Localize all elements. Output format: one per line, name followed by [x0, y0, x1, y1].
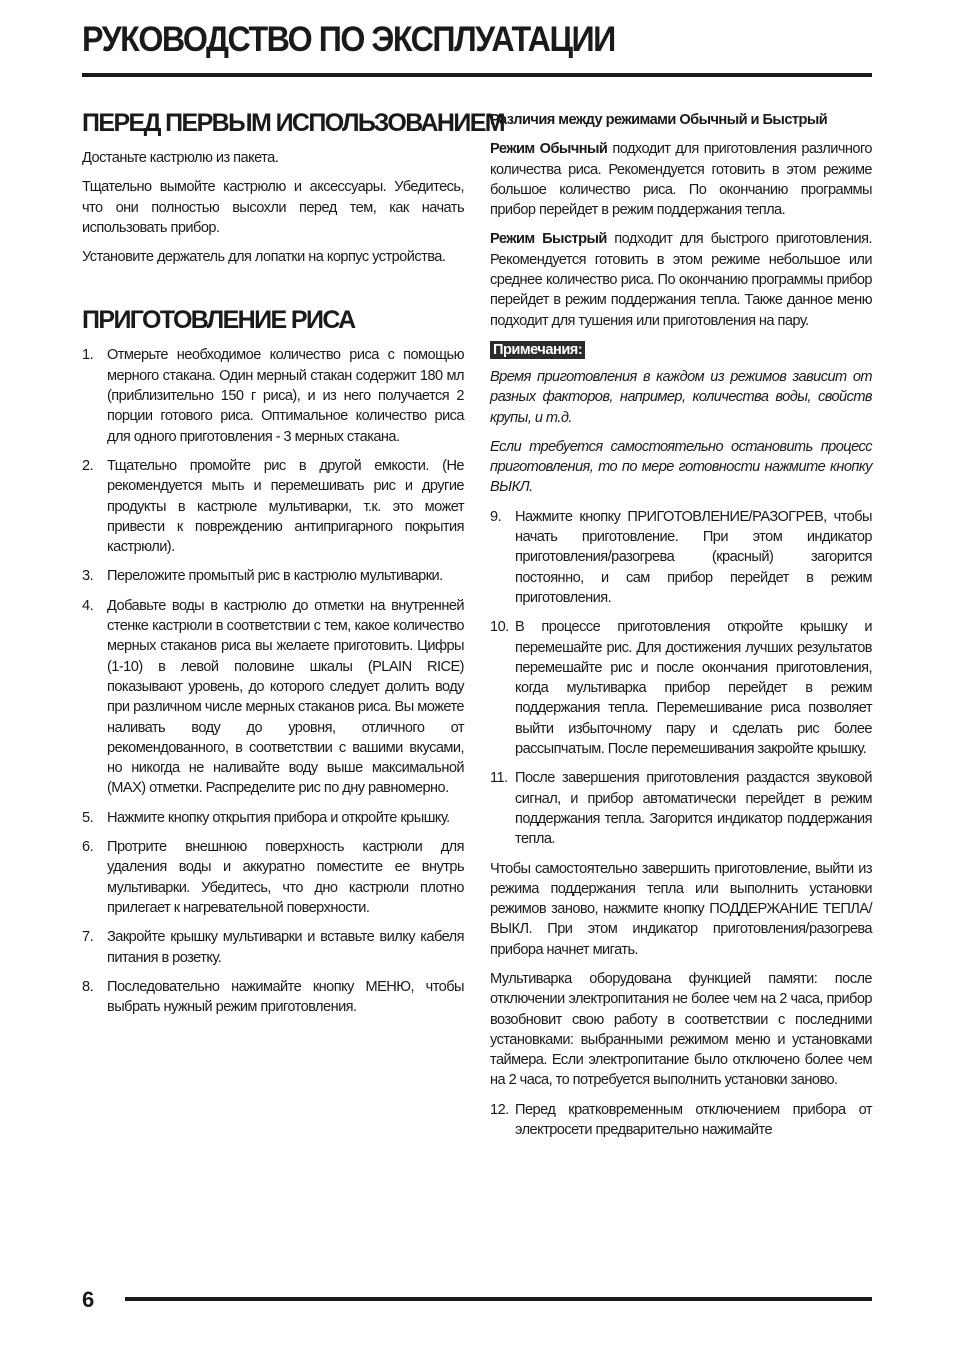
paragraph-mode-fast — [490, 229, 872, 330]
note: Если требуется самостоятельно остановить процесс приготовления, то по мере готовности нажмите кнопку ВЫКЛ. — [490, 438, 872, 496]
page-title: РУКОВОДСТВО ПО ЭКСПЛУАТАЦИИ — [82, 20, 615, 59]
step-number: 11. — [490, 770, 508, 787]
step-number: 1. — [82, 347, 94, 364]
step-number: 4. — [82, 597, 94, 614]
step-text: Протрите внешнюю поверхность кастрюли для удаления воды и аккуратно поместите ее внутрь мультиварки. Убедитесь, что дно кастрюли плотно прилегает к нагревательной поверхности. — [107, 839, 464, 916]
list-item — [82, 596, 464, 799]
note: Время приготовления в каждом из режимов зависит от разных факторов, например, количества воды, свойств крупы, и т.д. — [490, 368, 872, 426]
step-number: 6. — [82, 839, 94, 856]
paragraph-mode-normal — [490, 139, 872, 220]
steps-list-final — [490, 1100, 872, 1141]
list-item — [82, 345, 464, 446]
list-item — [82, 837, 464, 918]
step-text: Нажмите кнопку открытия прибора и откройте крышку. — [107, 809, 450, 826]
step-text: Добавьте воды в кастрюлю до отметки на внутренней стенке кастрюли в соответствии с тем, какое количество мерных стаканов риса вы желаете приготовить. Цифры (1-10) в левой половине шкалы (PLAIN RICE) показывают уровень, до которого следует долить воду при различном числе мерных стаканов риса. Вы можете наливать воду до уровня, отличного от рекомендованного, в соответствии с вашими вкусами, но никогда не наливайте воду выше максимальной (MAX) отметки. Распределите рис по дну равномерно. — [107, 597, 464, 797]
steps-list — [82, 345, 464, 1017]
step-text: Переложите промытый рис в кастрюлю мультиварки. — [107, 568, 443, 585]
list-item — [82, 566, 464, 586]
right-column — [490, 110, 872, 1149]
step-number: 12. — [490, 1101, 509, 1118]
notes-badge: Примечания: — [490, 341, 585, 359]
paragraph: Установите держатель для лопатки на корпус устройства. — [82, 249, 446, 266]
footer-rule — [125, 1297, 872, 1301]
step-number: 10. — [490, 619, 509, 636]
mode-normal-text: подходит для приготовления различного количества риса. Рекомендуется готовить в этом режиме большое количество риса. По окончанию программы прибор перейдет в режим поддержания тепла. — [490, 141, 872, 219]
step-text: Отмерьте необходимое количество риса с помощью мерного стакана. Один мерный стакан содержит 180 мл (приблизительно 150 г риса), и из него получается 2 порции готового риса. Оптимальное количество риса для одного приготовления - 3 мерных стакана. — [107, 347, 464, 445]
paragraph: Тщательно вымойте кастрюлю и аксессуары. Убедитесь, что они полностью высохли перед тем, как начать использовать прибор. — [82, 179, 464, 236]
title-rule — [82, 73, 872, 77]
step-number: 3. — [82, 568, 94, 585]
step-text: После завершения приготовления раздастся звуковой сигнал, и прибор автоматически перейдет в режим поддержания тепла. Загорится индикатор поддержания тепла. — [515, 770, 872, 848]
list-item — [82, 977, 464, 1018]
step-number: 8. — [82, 978, 94, 995]
list-item — [82, 808, 464, 828]
step-text: В процессе приготовления откройте крышку и перемешайте рис. Для достижения лучших результатов перемешайте рис и после окончания приготовления, когда мультиварка прибор перейдет в режим поддержания тепла. Перемешивание риса позволяет выйти избыточному пару и сделать рис более рассыпчатым. После перемешивания закройте крышку. — [515, 619, 872, 758]
list-item — [82, 456, 464, 557]
mode-fast-text: подходит для быстрого приготовления. Рекомендуется готовить в этом режиме небольшое или среднее количество риса. По окончанию программы прибор перейдет в режим поддержания тепла. Также данное меню подходит для тушения или приготовления на пару. — [490, 231, 872, 329]
paragraph: Чтобы самостоятельно завершить приготовление, выйти из режима поддержания тепла или выполнить установки режимов заново, нажмите кнопку ПОДДЕРЖАНИЕ ТЕПЛА/ВЫКЛ. При этом индикатор приготовления/разогрева прибора начнет мигать. — [490, 860, 872, 958]
step-text: Тщательно промойте рис в другой емкости. (Не рекомендуется мыть и перемешивать рис и другие продукты в кастрюле мультиварки, т.к. это может привести к повреждению антипригарного покрытия кастрюли). — [107, 457, 464, 556]
step-text: Нажмите кнопку ПРИГОТОВЛЕНИЕ/РАЗОГРЕВ, чтобы начать приготовление. При этом индикатор приготовления/разогрева (красный) загорится постоянно, и сам прибор перейдет в режим приготовления. — [515, 508, 872, 606]
section-heading-rice-cooking: ПРИГОТОВЛЕНИЕ РИСА — [82, 306, 355, 335]
mode-normal-label: Режим Обычный — [490, 141, 608, 158]
step-text: Перед кратковременным отключением прибора от электросети предварительно нажимайте — [515, 1101, 872, 1139]
step-text: Последовательно нажимайте кнопку МЕНЮ, чтобы выбрать нужный режим приготовления. — [107, 978, 464, 1016]
paragraph: Мультиварка оборудована функцией памяти: после отключении электропитания не более чем на 2 часа, прибор возобновит свою работу в соответствии с последними установками: выбранными режимом меню и установками таймера. Если электропитание было отключено более чем на 2 часа, то потребуется выполнить установки заново. — [490, 970, 872, 1089]
step-text: Закройте крышку мультиварки и вставьте вилку кабеля питания в розетку. — [107, 929, 464, 966]
steps-list-continued — [490, 507, 872, 850]
list-item — [82, 927, 464, 968]
step-number: 5. — [82, 809, 94, 826]
list-item — [490, 768, 872, 849]
section-heading-before-first-use: ПЕРЕД ПЕРВЫМ ИСПОЛЬЗОВАНИЕМ — [82, 109, 505, 137]
modes-subheading: Различия между режимами Обычный и Быстрый — [490, 112, 828, 128]
step-number: 9. — [490, 508, 502, 525]
mode-fast-label: Режим Быстрый — [490, 231, 607, 248]
left-column — [82, 108, 505, 1026]
paragraph: Достаньте кастрюлю из пакета. — [82, 150, 279, 166]
step-number: 2. — [82, 457, 94, 474]
page-number: 6 — [82, 1287, 95, 1312]
list-item — [490, 507, 872, 608]
step-number: 7. — [82, 929, 94, 946]
list-item — [490, 617, 872, 759]
list-item — [490, 1100, 872, 1141]
